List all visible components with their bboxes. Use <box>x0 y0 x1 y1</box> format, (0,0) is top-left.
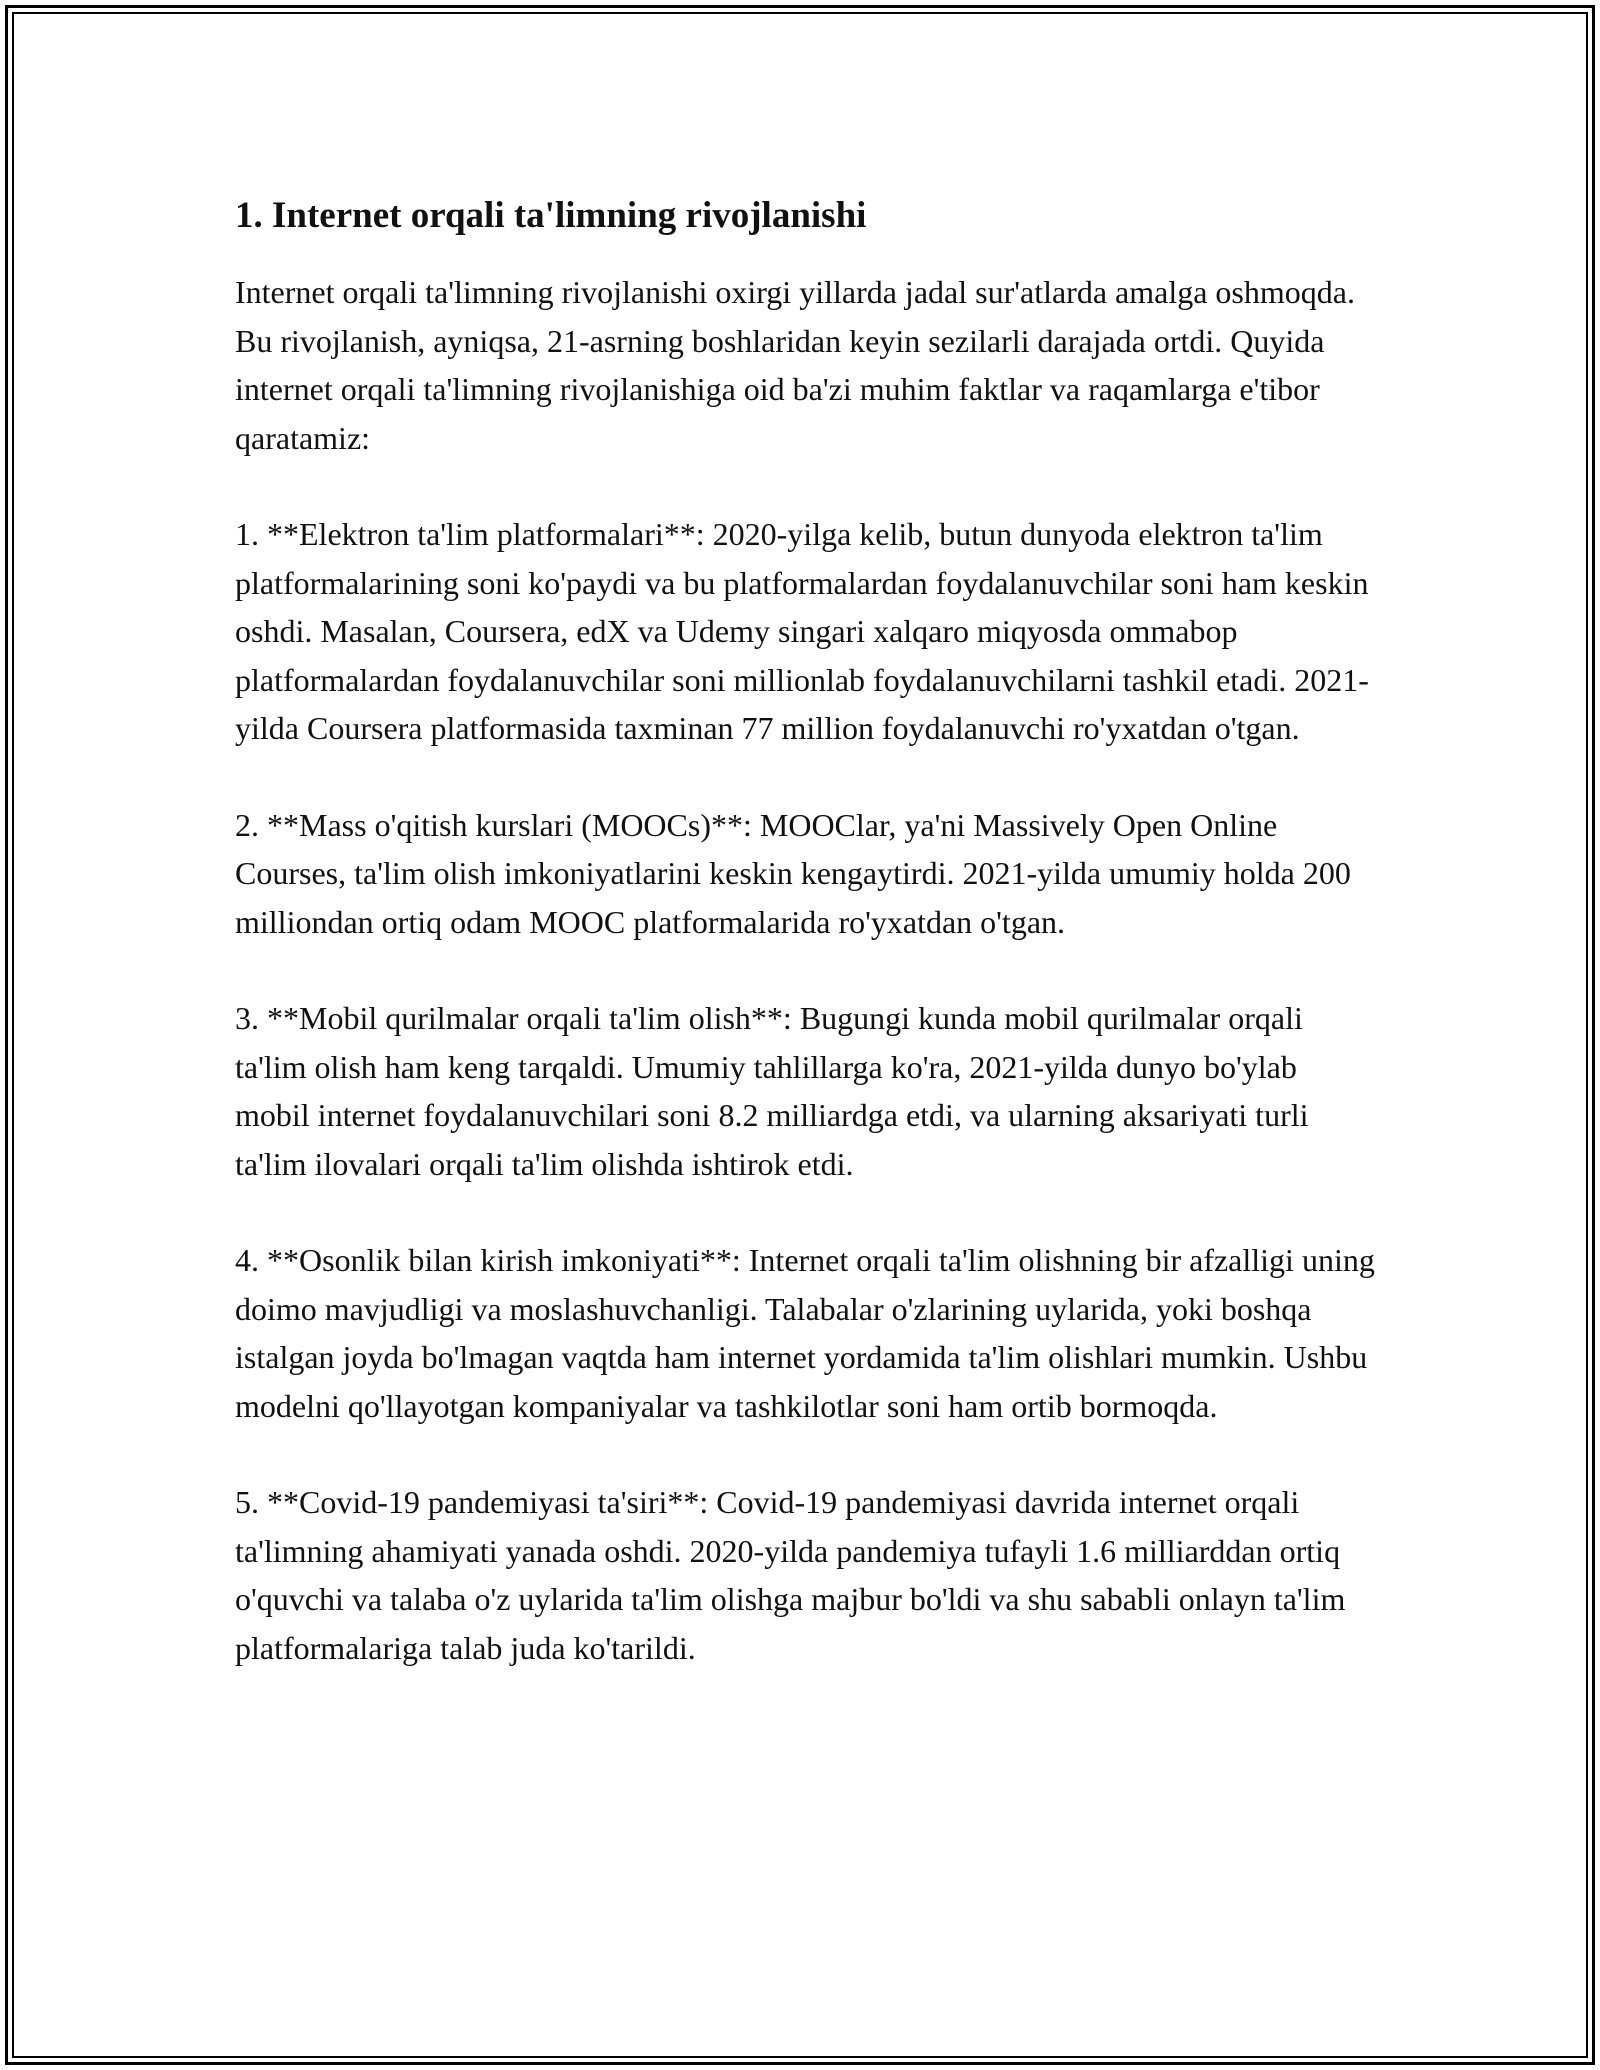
list-item-moocs: 2. **Mass o'qitish kurslari (MOOCs)**: MOOClar, ya'ni Massively Open Online Courses, ta'lim olish imkoniyatlarini keskin kengaytirdi. 2021-yilda umumiy holda 200 milliondan ortiq odam MOOC platformalarida ro'yxatdan o'tgan. <box>235 806 1351 940</box>
document-body <box>235 186 1375 1720</box>
section-heading: 1. Internet orqali ta'limning rivojlanishi <box>235 195 867 236</box>
list-item-mobile-learning: 3. **Mobil qurilmalar orqali ta'lim olish**: Bugungi kunda mobil qurilmalar orqali ta'lim olish ham keng tarqaldi. Umumiy tahlillarga ko'ra, 2021-yilda dunyo bo'ylab mobil internet foydalanuvchilari soni 8.2 milliardga etdi, va ularning aksariyati turli ta'lim ilovalari orqali ta'lim olishda ishtirok etdi. <box>235 1000 1309 1182</box>
list-item-elearning-platforms: 1. **Elektron ta'lim platformalari**: 2020-yilga kelib, butun dunyoda elektron ta'lim platformalarining soni ko'paydi va bu platformalardan foydalanuvchilar soni ham keskin oshdi. Masalan, Coursera, edX va Udemy singari xalqaro miqyosda ommabop platformalardan foydalanuvchilar soni millionlab foydalanuvchilarni tashkil etadi. 2021-yilda Coursera platformasida taxminan 77 million foydalanuvchi ro'yxatdan o'tgan. <box>235 516 1369 746</box>
intro-paragraph: Internet orqali ta'limning rivojlanishi oxirgi yillarda jadal sur'atlarda amalga oshmoqda. Bu rivojlanish, ayniqsa, 21-asrning boshlaridan keyin sezilarli darajada ortdi. Quyida internet orqali ta'limning rivojlanishiga oid ba'zi muhim faktlar va raqamlarga e'tibor qaratamiz: <box>235 274 1355 456</box>
list-item-easy-access: 4. **Osonlik bilan kirish imkoniyati**: Internet orqali ta'lim olishning bir afzalligi uning doimo mavjudligi va moslashuvchanligi. Talabalar o'zlarining uylarida, yoki boshqa istalgan joyda bo'lmagan vaqtda ham internet yordamida ta'lim olishlari mumkin. Ushbu modelni qo'llayotgan kompaniyalar va tashkilotlar soni ham ortib bormoqda. <box>235 1242 1375 1424</box>
list-item-covid-impact: 5. **Covid-19 pandemiyasi ta'siri**: Covid-19 pandemiyasi davrida internet orqali ta'limning ahamiyati yanada oshdi. 2020-yilda pandemiya tufayli 1.6 milliarddan ortiq o'quvchi va talaba o'z uylarida ta'lim olishga majbur bo'ldi va shu sababli onlayn ta'lim platformalariga talab juda ko'tarildi. <box>235 1484 1346 1666</box>
